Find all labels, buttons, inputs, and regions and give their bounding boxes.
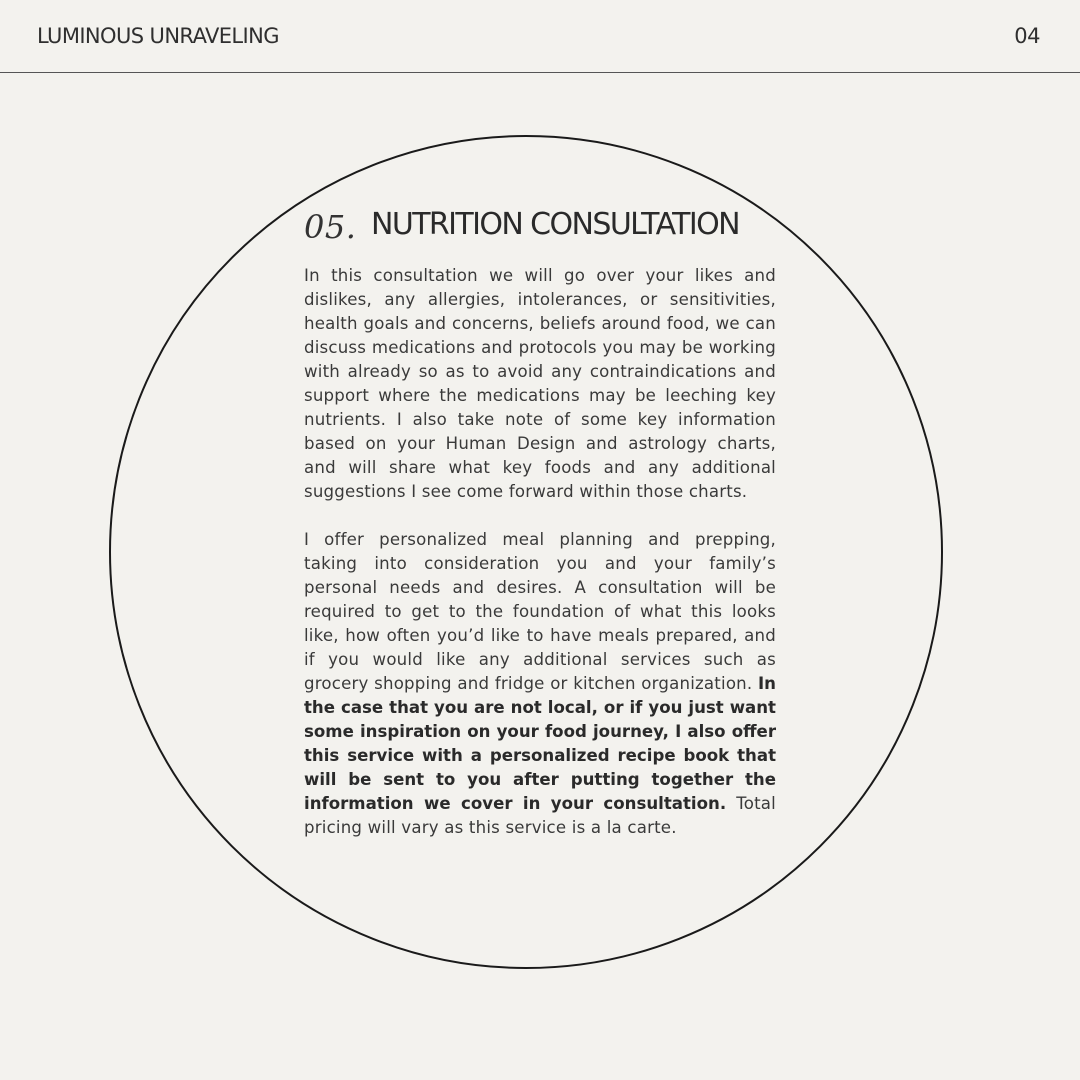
remote-service-highlight: In the case that you are not local, or if you just want some inspiration on your food journey, I also offer this service with a personalized recipe book that will be sent to you after putting together the information we cover in your consultation. [304, 674, 776, 813]
section-number: 05. [304, 208, 357, 246]
pricing-note: Total pricing will vary as this service is a la carte. [304, 794, 776, 837]
meal-planning-text: I offer personalized meal planning and prepping, taking into consideration you and your family’s personal needs and desires. A consultation will be required to get to the foundation of what this looks like, how often you’d like to have meals prepared, and if you would like any additional services such as grocery shopping and fridge or kitchen organization. [304, 530, 776, 693]
paragraph-consultation: In this consultation we will go over your likes and dislikes, any allergies, intolerances, or sensitivities, health goals and concerns, beliefs around food, we can discuss medications and protocols you may be working with already so as to avoid any contraindications and support where the medications may be leeching key nutrients. I also take note of some key information based on your Human Design and astrology charts, and will share what key foods and any additional suggestions I see come forward within those charts. [304, 266, 776, 501]
section-body [304, 264, 776, 840]
brand-name: LUMINOUS UNRAVELING [37, 24, 279, 48]
section-title: NUTRITION CONSULTATION [371, 207, 739, 242]
paragraph-meal-planning [304, 528, 776, 840]
page-number: 04 [1014, 24, 1040, 48]
page-header [0, 0, 1080, 73]
